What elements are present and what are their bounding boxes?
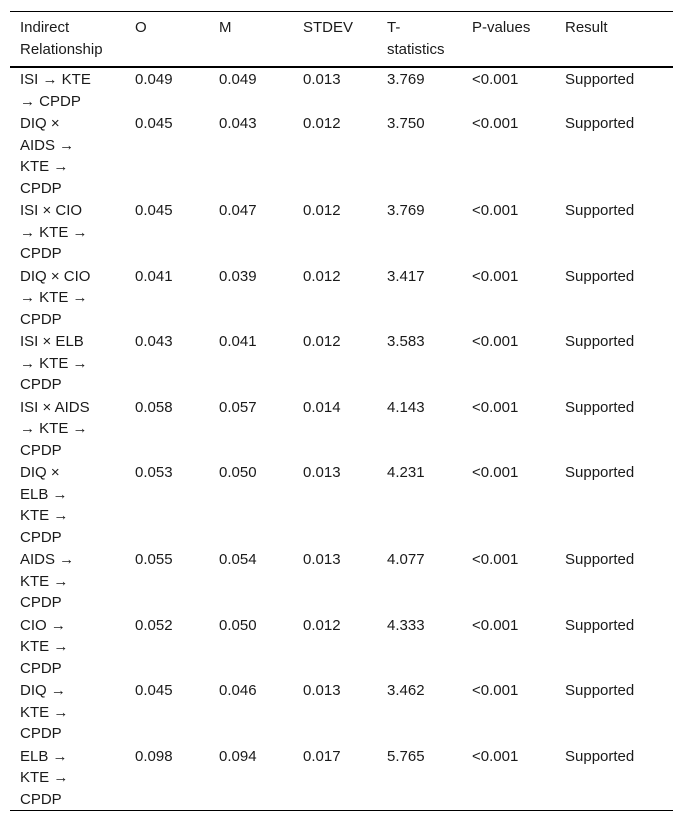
cell-o: 0.045 — [135, 202, 173, 219]
cell-m: 0.046 — [219, 682, 257, 699]
header-m: M — [219, 19, 232, 36]
relationship-line: CPDP — [20, 179, 62, 197]
cell-o: 0.052 — [135, 616, 173, 634]
cell-result: Supported — [565, 747, 635, 765]
indirect-relationships-table — [10, 11, 673, 811]
cell-p-value: <0.001 — [472, 115, 519, 132]
relationship-line: KTE → — [20, 703, 69, 721]
relationship-line: AIDS → — [20, 136, 75, 154]
cell-m: 0.039 — [219, 267, 257, 285]
cell-result: Supported — [565, 398, 635, 416]
relationship-line: → CPDP — [20, 92, 81, 110]
cell-stdev: 0.014 — [303, 398, 341, 416]
cell-p-value: <0.001 — [472, 464, 519, 481]
table-row — [10, 548, 673, 614]
cell-m: 0.041 — [219, 333, 257, 350]
cell-p-value: <0.001 — [472, 267, 519, 285]
cell-p-value: <0.001 — [472, 398, 519, 416]
cell-indirect-relationship — [10, 67, 135, 112]
relationship-line: CPDP — [20, 245, 62, 262]
relationship-line: KTE → — [20, 769, 69, 786]
cell-indirect-relationship — [10, 199, 135, 265]
relationship-line: → KTE → — [20, 420, 88, 437]
relationship-line: ISI × ELB — [20, 333, 84, 350]
table-row — [10, 745, 673, 811]
relationship-line: ELB → — [20, 747, 68, 765]
table-row — [10, 614, 673, 680]
cell-t-statistics: 3.462 — [387, 682, 425, 699]
relationship-line: → KTE → — [20, 289, 88, 306]
cell-t-statistics: 3.769 — [387, 71, 425, 88]
relationship-line: AIDS → — [20, 551, 75, 568]
cell-o: 0.045 — [135, 115, 173, 132]
relationship-line: CPDP — [20, 376, 62, 393]
cell-t-statistics: 4.231 — [387, 464, 425, 481]
cell-p-value: <0.001 — [472, 551, 519, 568]
cell-o: 0.053 — [135, 464, 173, 481]
table-row — [10, 67, 673, 112]
cell-p-value: <0.001 — [472, 71, 519, 88]
cell-m: 0.094 — [219, 747, 257, 765]
cell-result: Supported — [565, 551, 635, 568]
cell-stdev: 0.013 — [303, 71, 341, 88]
cell-t-statistics: 3.750 — [387, 115, 425, 132]
relationship-line: ISI × AIDS — [20, 398, 90, 416]
cell-result: Supported — [565, 464, 635, 481]
cell-m: 0.057 — [219, 398, 257, 416]
cell-t-statistics: 4.333 — [387, 616, 425, 634]
cell-stdev: 0.013 — [303, 551, 341, 568]
cell-o: 0.098 — [135, 747, 173, 765]
relationship-line: DIQ → — [20, 682, 66, 699]
table-row — [10, 461, 673, 548]
cell-indirect-relationship — [10, 679, 135, 745]
cell-m: 0.047 — [219, 202, 257, 219]
cell-indirect-relationship — [10, 112, 135, 199]
cell-result: Supported — [565, 333, 635, 350]
cell-m: 0.049 — [219, 71, 257, 88]
relationship-line: CPDP — [20, 725, 62, 742]
relationship-line: → KTE → — [20, 223, 88, 241]
cell-indirect-relationship — [10, 614, 135, 680]
cell-stdev: 0.013 — [303, 682, 341, 699]
relationship-line: KTE → — [20, 638, 69, 655]
cell-o: 0.045 — [135, 682, 173, 699]
table-row — [10, 112, 673, 199]
header-t-statistics — [387, 12, 472, 68]
cell-t-statistics: 4.077 — [387, 551, 425, 568]
header-line: Indirect — [20, 19, 70, 36]
cell-result: Supported — [565, 71, 635, 88]
cell-result: Supported — [565, 202, 635, 219]
cell-indirect-relationship — [10, 330, 135, 396]
cell-m: 0.050 — [219, 464, 257, 481]
cell-p-value: <0.001 — [472, 682, 519, 699]
relationship-line: DIQ × — [20, 464, 60, 481]
cell-stdev: 0.013 — [303, 464, 341, 481]
relationship-line: DIQ × CIO — [20, 267, 91, 285]
relationship-line: CPDP — [20, 659, 62, 677]
table-row — [10, 265, 673, 331]
relationship-line: KTE → — [20, 507, 69, 524]
cell-result: Supported — [565, 682, 635, 699]
cell-p-value: <0.001 — [472, 202, 519, 219]
cell-m: 0.043 — [219, 115, 257, 132]
header-p-values: P-values — [472, 19, 531, 36]
relationship-line: ISI → KTE — [20, 71, 91, 88]
cell-m: 0.054 — [219, 551, 257, 568]
relationship-line: CPDP — [20, 441, 62, 459]
results-table-container — [10, 11, 673, 811]
relationship-line: KTE → — [20, 572, 69, 590]
table-row — [10, 396, 673, 462]
header-indirect-relationship — [10, 12, 135, 68]
table-row — [10, 679, 673, 745]
header-line: statistics — [387, 40, 445, 58]
cell-indirect-relationship — [10, 461, 135, 548]
cell-stdev: 0.012 — [303, 202, 341, 219]
table-row — [10, 199, 673, 265]
relationship-line: CIO → — [20, 616, 66, 634]
cell-stdev: 0.012 — [303, 333, 341, 350]
cell-p-value: <0.001 — [472, 747, 519, 765]
cell-m: 0.050 — [219, 616, 257, 634]
cell-indirect-relationship — [10, 396, 135, 462]
relationship-line: DIQ × — [20, 115, 60, 132]
header-stdev: STDEV — [303, 19, 354, 36]
relationship-line: KTE → — [20, 158, 69, 175]
cell-result: Supported — [565, 267, 635, 285]
cell-o: 0.041 — [135, 267, 173, 285]
cell-p-value: <0.001 — [472, 616, 519, 634]
header-row — [10, 12, 673, 68]
cell-o: 0.055 — [135, 551, 173, 568]
cell-indirect-relationship — [10, 265, 135, 331]
cell-stdev: 0.012 — [303, 267, 341, 285]
table-row — [10, 330, 673, 396]
relationship-line: CPDP — [20, 310, 62, 328]
relationship-line: CPDP — [20, 594, 62, 611]
cell-t-statistics: 3.417 — [387, 267, 425, 285]
table-header — [10, 12, 673, 68]
relationship-line: ELB → — [20, 485, 68, 503]
cell-p-value: <0.001 — [472, 333, 519, 350]
cell-t-statistics: 3.769 — [387, 202, 425, 219]
cell-result: Supported — [565, 616, 635, 634]
cell-o: 0.058 — [135, 398, 173, 416]
relationship-line: CPDP — [20, 528, 62, 546]
relationship-line: ISI × CIO — [20, 202, 83, 219]
header-result: Result — [565, 19, 608, 36]
cell-stdev: 0.012 — [303, 115, 341, 132]
header-line: Relationship — [20, 40, 103, 58]
cell-result: Supported — [565, 115, 635, 132]
cell-t-statistics: 3.583 — [387, 333, 425, 350]
table-body — [10, 67, 673, 811]
cell-o: 0.043 — [135, 333, 173, 350]
cell-t-statistics: 4.143 — [387, 398, 425, 416]
cell-stdev: 0.012 — [303, 616, 341, 634]
cell-t-statistics: 5.765 — [387, 747, 425, 765]
cell-stdev: 0.017 — [303, 747, 341, 765]
cell-indirect-relationship — [10, 548, 135, 614]
relationship-line: CPDP — [20, 790, 62, 808]
header-line: T- — [387, 19, 401, 36]
cell-o: 0.049 — [135, 71, 173, 88]
header-o: O — [135, 19, 147, 36]
relationship-line: → KTE → — [20, 354, 88, 372]
cell-indirect-relationship — [10, 745, 135, 811]
